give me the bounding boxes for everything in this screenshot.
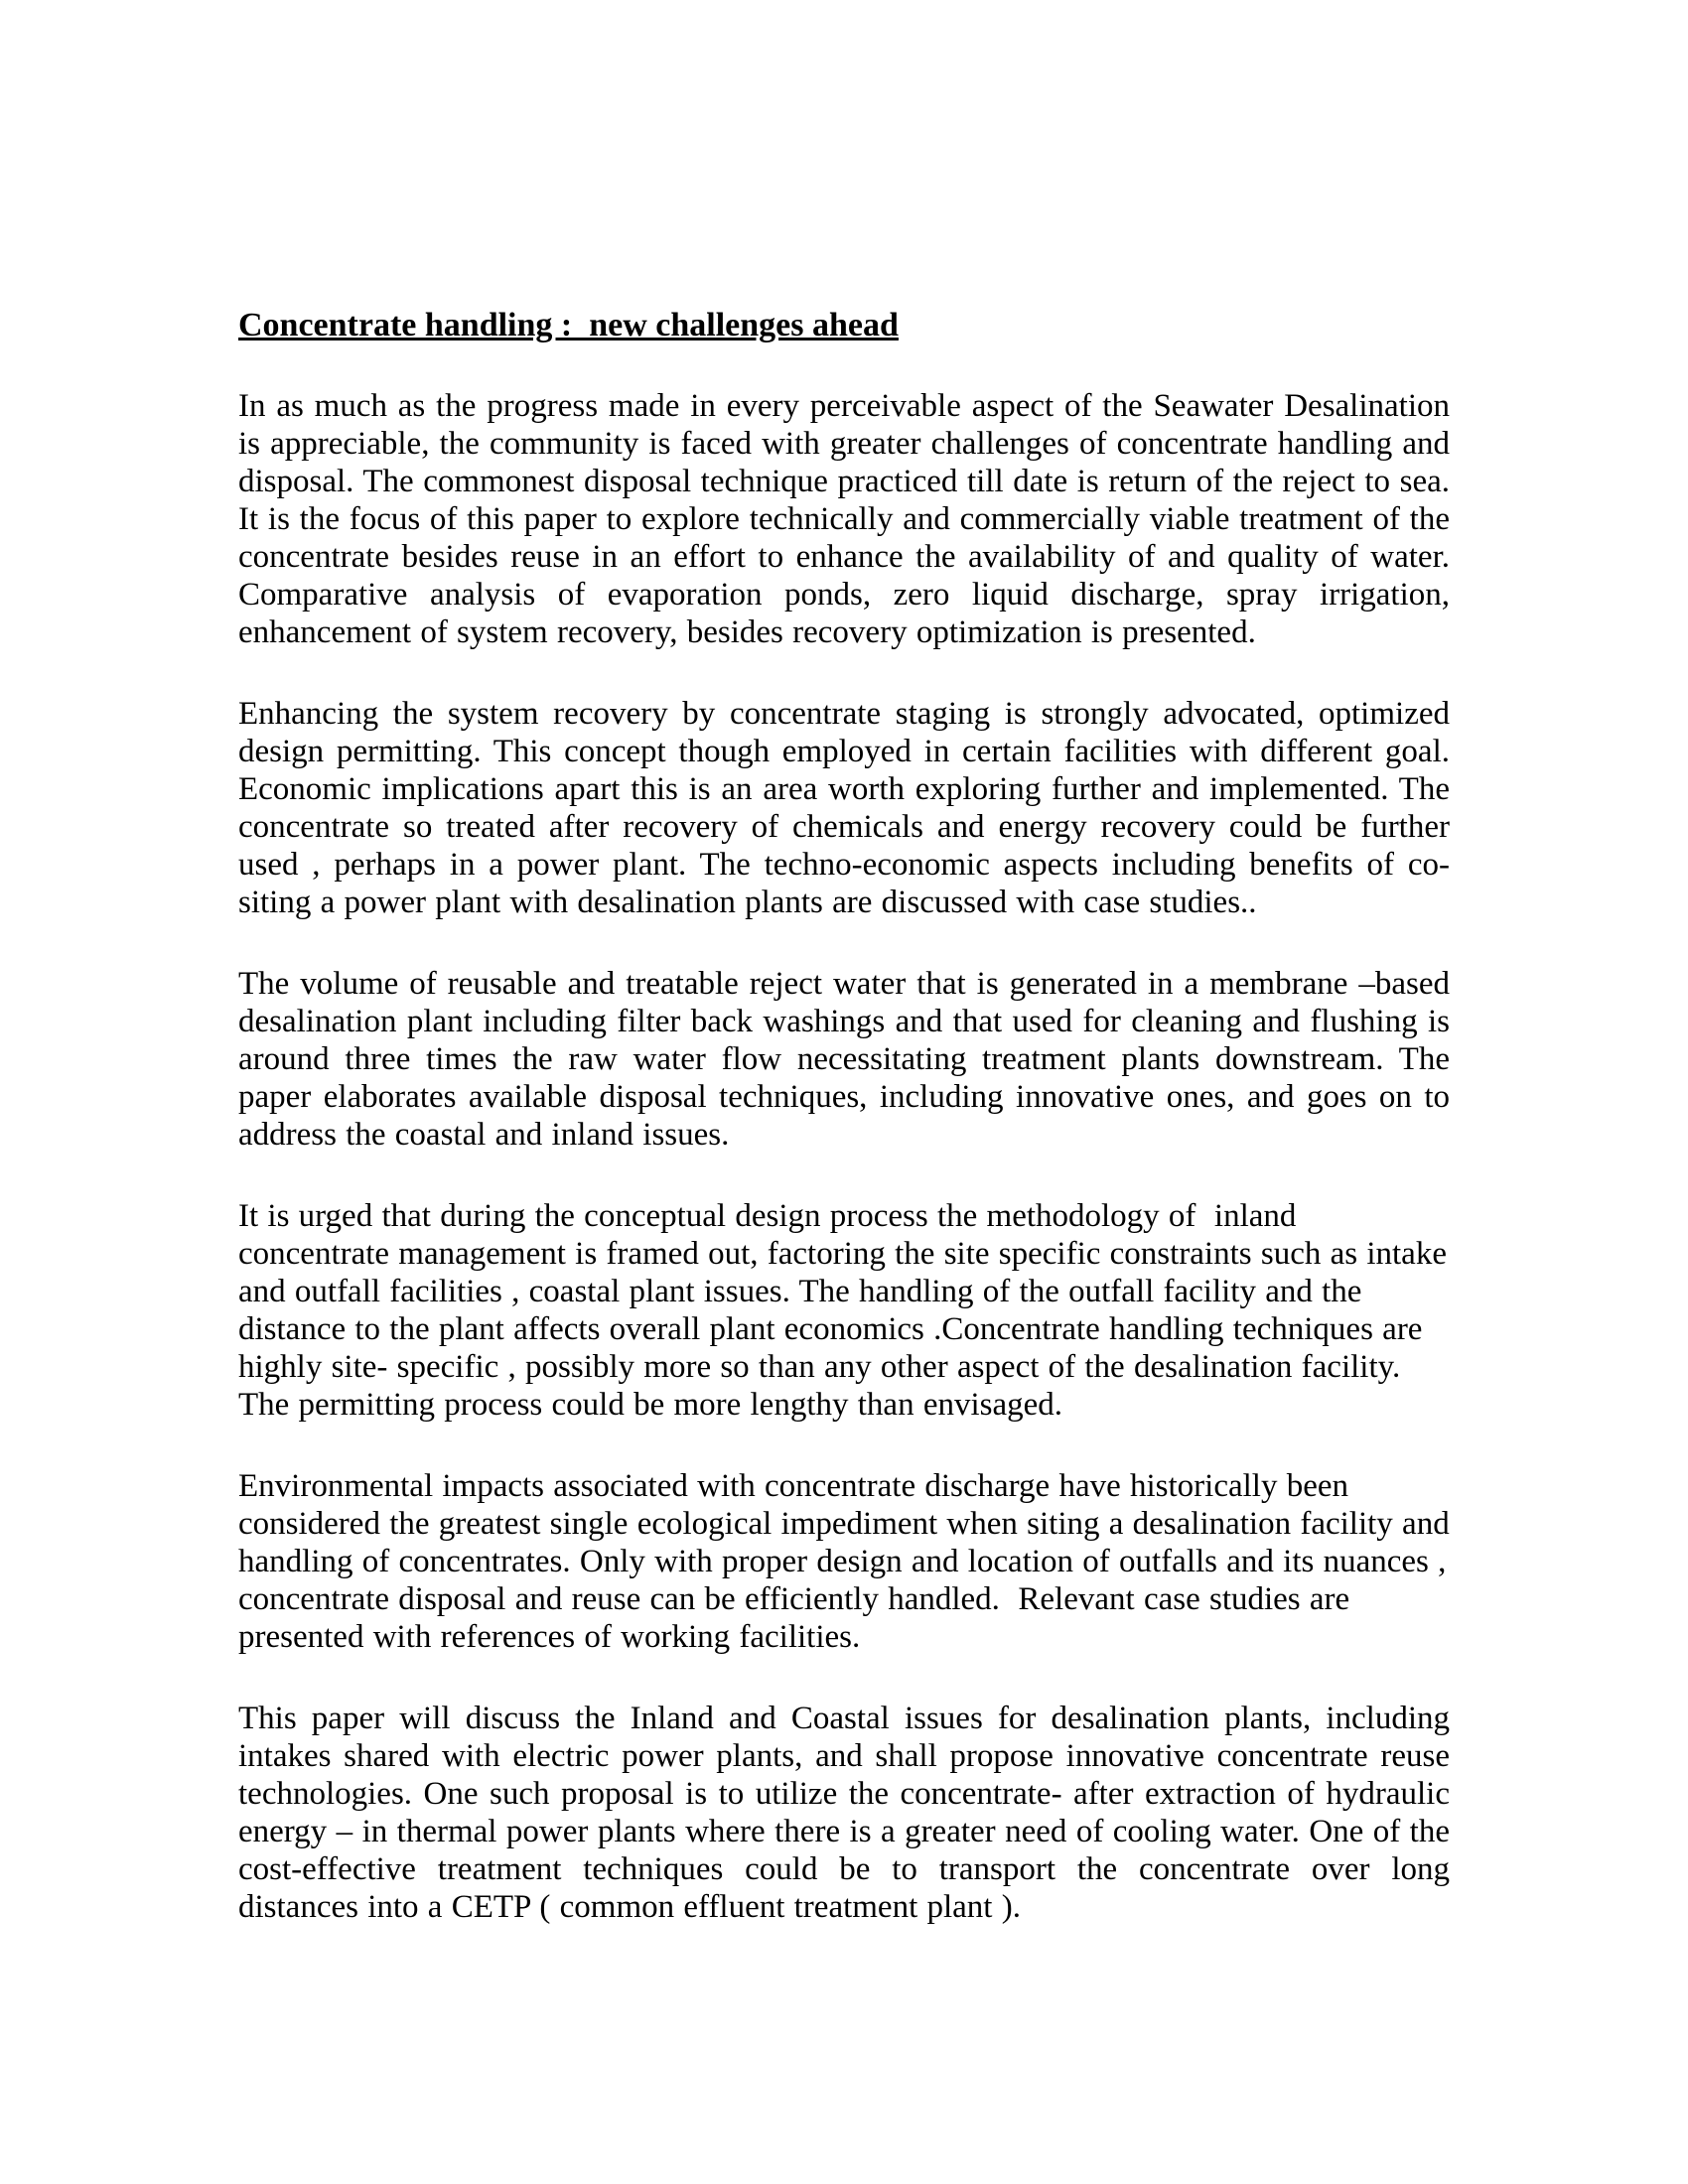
paragraph: It is urged that during the conceptual design process the methodology of inland concentrate management is framed out, factoring the site specific constraints such as intake and outfall facilities , coastal plant issues. The handling of the outfall facility and the distance to the plant affects overall plant economics .Concentrate handling techniques are highly site- specific , possibly more so than any other aspect of the desalination facility. The permitting process could be more lengthy than envisaged. — [238, 1198, 1457, 1423]
document-title: Concentrate handling : new challenges ahead — [238, 307, 899, 343]
paragraph: In as much as the progress made in every perceivable aspect of the Seawater Desalination is appreciable, the community is faced with greater challenges of concentrate handling and disposal. The commonest disposal technique practiced till date is return of the reject to sea. It is the focus of this paper to explore technically and commercially viable treatment of the concentrate besides reuse in an effort to enhance the availability of and quality of water. Comparative analysis of evaporation ponds, zero liquid discharge, spray irrigation, enhancement of system recovery, besides recovery optimization is presented. — [238, 388, 1450, 650]
paragraph: The volume of reusable and treatable reject water that is generated in a membrane –based desalination plant including filter back washings and that used for cleaning and flushing is around three times the raw water flow necessitating treatment plants downstream. The paper elaborates available disposal techniques, including innovative ones, and goes on to address the coastal and inland issues. — [238, 966, 1450, 1153]
paragraph: Enhancing the system recovery by concentrate staging is strongly advocated, optimized design permitting. This concept though employed in certain facilities with different goal. Economic implications apart this is an area worth exploring further and implemented. The concentrate so treated after recovery of chemicals and energy recovery could be further used , perhaps in a power plant. The techno-economic aspects including benefits of co-siting a power plant with desalination plants are discussed with case studies.. — [238, 696, 1450, 920]
paragraph: Environmental impacts associated with concentrate discharge have historically been considered the greatest single ecological impediment when siting a desalination facility and handling of concentrates. Only with proper design and location of outfalls and its nuances , concentrate disposal and reuse can be efficiently handled. Relevant case studies are presented with references of working facilities. — [238, 1468, 1459, 1655]
paragraph: This paper will discuss the Inland and Coastal issues for desalination plants, including intakes shared with electric power plants, and shall propose innovative concentrate reuse technologies. One such proposal is to utilize the concentrate- after extraction of hydraulic energy – in thermal power plants where there is a greater need of cooling water. One of the cost-effective treatment techniques could be to transport the concentrate over long distances into a CETP ( common effluent treatment plant ). — [238, 1701, 1450, 1925]
